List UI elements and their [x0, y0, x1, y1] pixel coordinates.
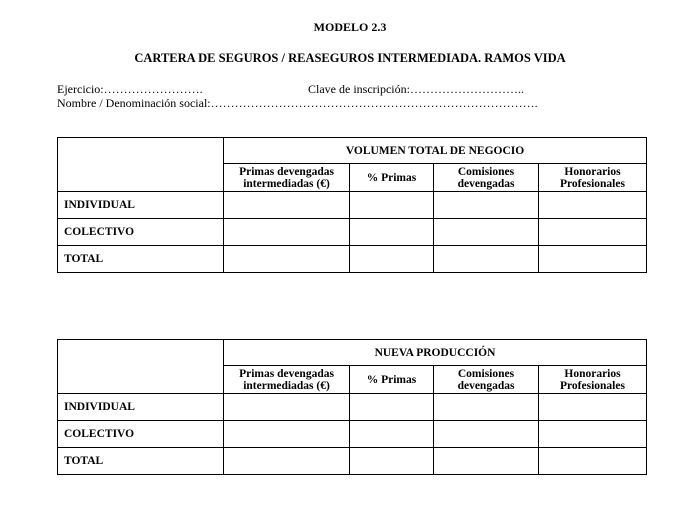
table-row: [58, 246, 647, 273]
header-line1: Comisiones: [457, 165, 515, 178]
volumen-total-table: [57, 137, 647, 273]
input-cell[interactable]: [539, 394, 647, 421]
corner-cell: [58, 340, 224, 394]
input-cell[interactable]: [434, 246, 539, 273]
column-header-porcentaje: [350, 164, 434, 192]
header-line2: Profesionales: [560, 379, 625, 392]
table-row: [58, 192, 647, 219]
input-cell[interactable]: [350, 448, 434, 475]
row-label-total: TOTAL: [58, 246, 224, 273]
input-cell[interactable]: [539, 219, 647, 246]
column-header-honorarios: [539, 366, 647, 394]
input-cell[interactable]: [224, 219, 350, 246]
column-header-honorarios: [539, 164, 647, 192]
header-line1: Primas devengadas: [239, 367, 334, 380]
corner-cell: [58, 138, 224, 192]
header-line1: Honorarios: [564, 367, 621, 380]
input-cell[interactable]: [350, 219, 434, 246]
input-cell[interactable]: [434, 219, 539, 246]
field-row-ejercicio: [57, 82, 524, 97]
input-cell[interactable]: [434, 421, 539, 448]
row-label-colectivo: COLECTIVO: [58, 219, 224, 246]
header-line2: devengadas: [457, 379, 515, 392]
input-cell[interactable]: [539, 448, 647, 475]
row-label-colectivo: COLECTIVO: [58, 421, 224, 448]
clave-inscripcion-field[interactable]: Clave de inscripción:………………………..: [308, 82, 524, 96]
form-title: CARTERA DE SEGUROS / REASEGUROS INTERMEDIADA. RAMOS VIDA: [134, 51, 566, 65]
nombre-denominacion-field[interactable]: Nombre / Denominación social:……………………………………………………………………….: [57, 96, 538, 110]
input-cell[interactable]: [224, 192, 350, 219]
column-header-comisiones: [434, 164, 539, 192]
header-line1: Honorarios: [564, 165, 621, 178]
input-cell[interactable]: [224, 394, 350, 421]
table-row: [58, 394, 647, 421]
header-line1: % Primas: [366, 171, 417, 184]
header-line2: devengadas: [457, 177, 515, 190]
input-cell[interactable]: [434, 448, 539, 475]
row-label-individual: INDIVIDUAL: [58, 394, 224, 421]
header-line2: intermediadas (€): [243, 177, 330, 190]
table-title: NUEVA PRODUCCIÓN: [224, 340, 647, 366]
input-cell[interactable]: [434, 192, 539, 219]
input-cell[interactable]: [350, 394, 434, 421]
header-line2: intermediadas (€): [243, 379, 330, 392]
input-cell[interactable]: [350, 421, 434, 448]
input-cell[interactable]: [350, 246, 434, 273]
header-line1: Primas devengadas: [239, 165, 334, 178]
table-title: VOLUMEN TOTAL DE NEGOCIO: [224, 138, 647, 164]
column-header-comisiones: [434, 366, 539, 394]
ejercicio-field[interactable]: Ejercicio:…………………….: [57, 82, 203, 96]
input-cell[interactable]: [434, 394, 539, 421]
input-cell[interactable]: [350, 192, 434, 219]
table-row: [58, 421, 647, 448]
row-label-total: TOTAL: [58, 448, 224, 475]
nueva-produccion-table: [57, 339, 647, 475]
table-row: [58, 448, 647, 475]
header-line2: Profesionales: [560, 177, 625, 190]
row-label-individual: INDIVIDUAL: [58, 192, 224, 219]
table-row: [58, 219, 647, 246]
field-row-nombre: [57, 96, 538, 111]
column-header-primas: [224, 164, 350, 192]
column-header-porcentaje: [350, 366, 434, 394]
input-cell[interactable]: [224, 448, 350, 475]
column-header-primas: [224, 366, 350, 394]
input-cell[interactable]: [224, 246, 350, 273]
input-cell[interactable]: [539, 246, 647, 273]
input-cell[interactable]: [539, 421, 647, 448]
input-cell[interactable]: [224, 421, 350, 448]
header-line1: Comisiones: [457, 367, 515, 380]
input-cell[interactable]: [539, 192, 647, 219]
model-title: MODELO 2.3: [313, 20, 387, 34]
header-line1: % Primas: [366, 373, 417, 386]
